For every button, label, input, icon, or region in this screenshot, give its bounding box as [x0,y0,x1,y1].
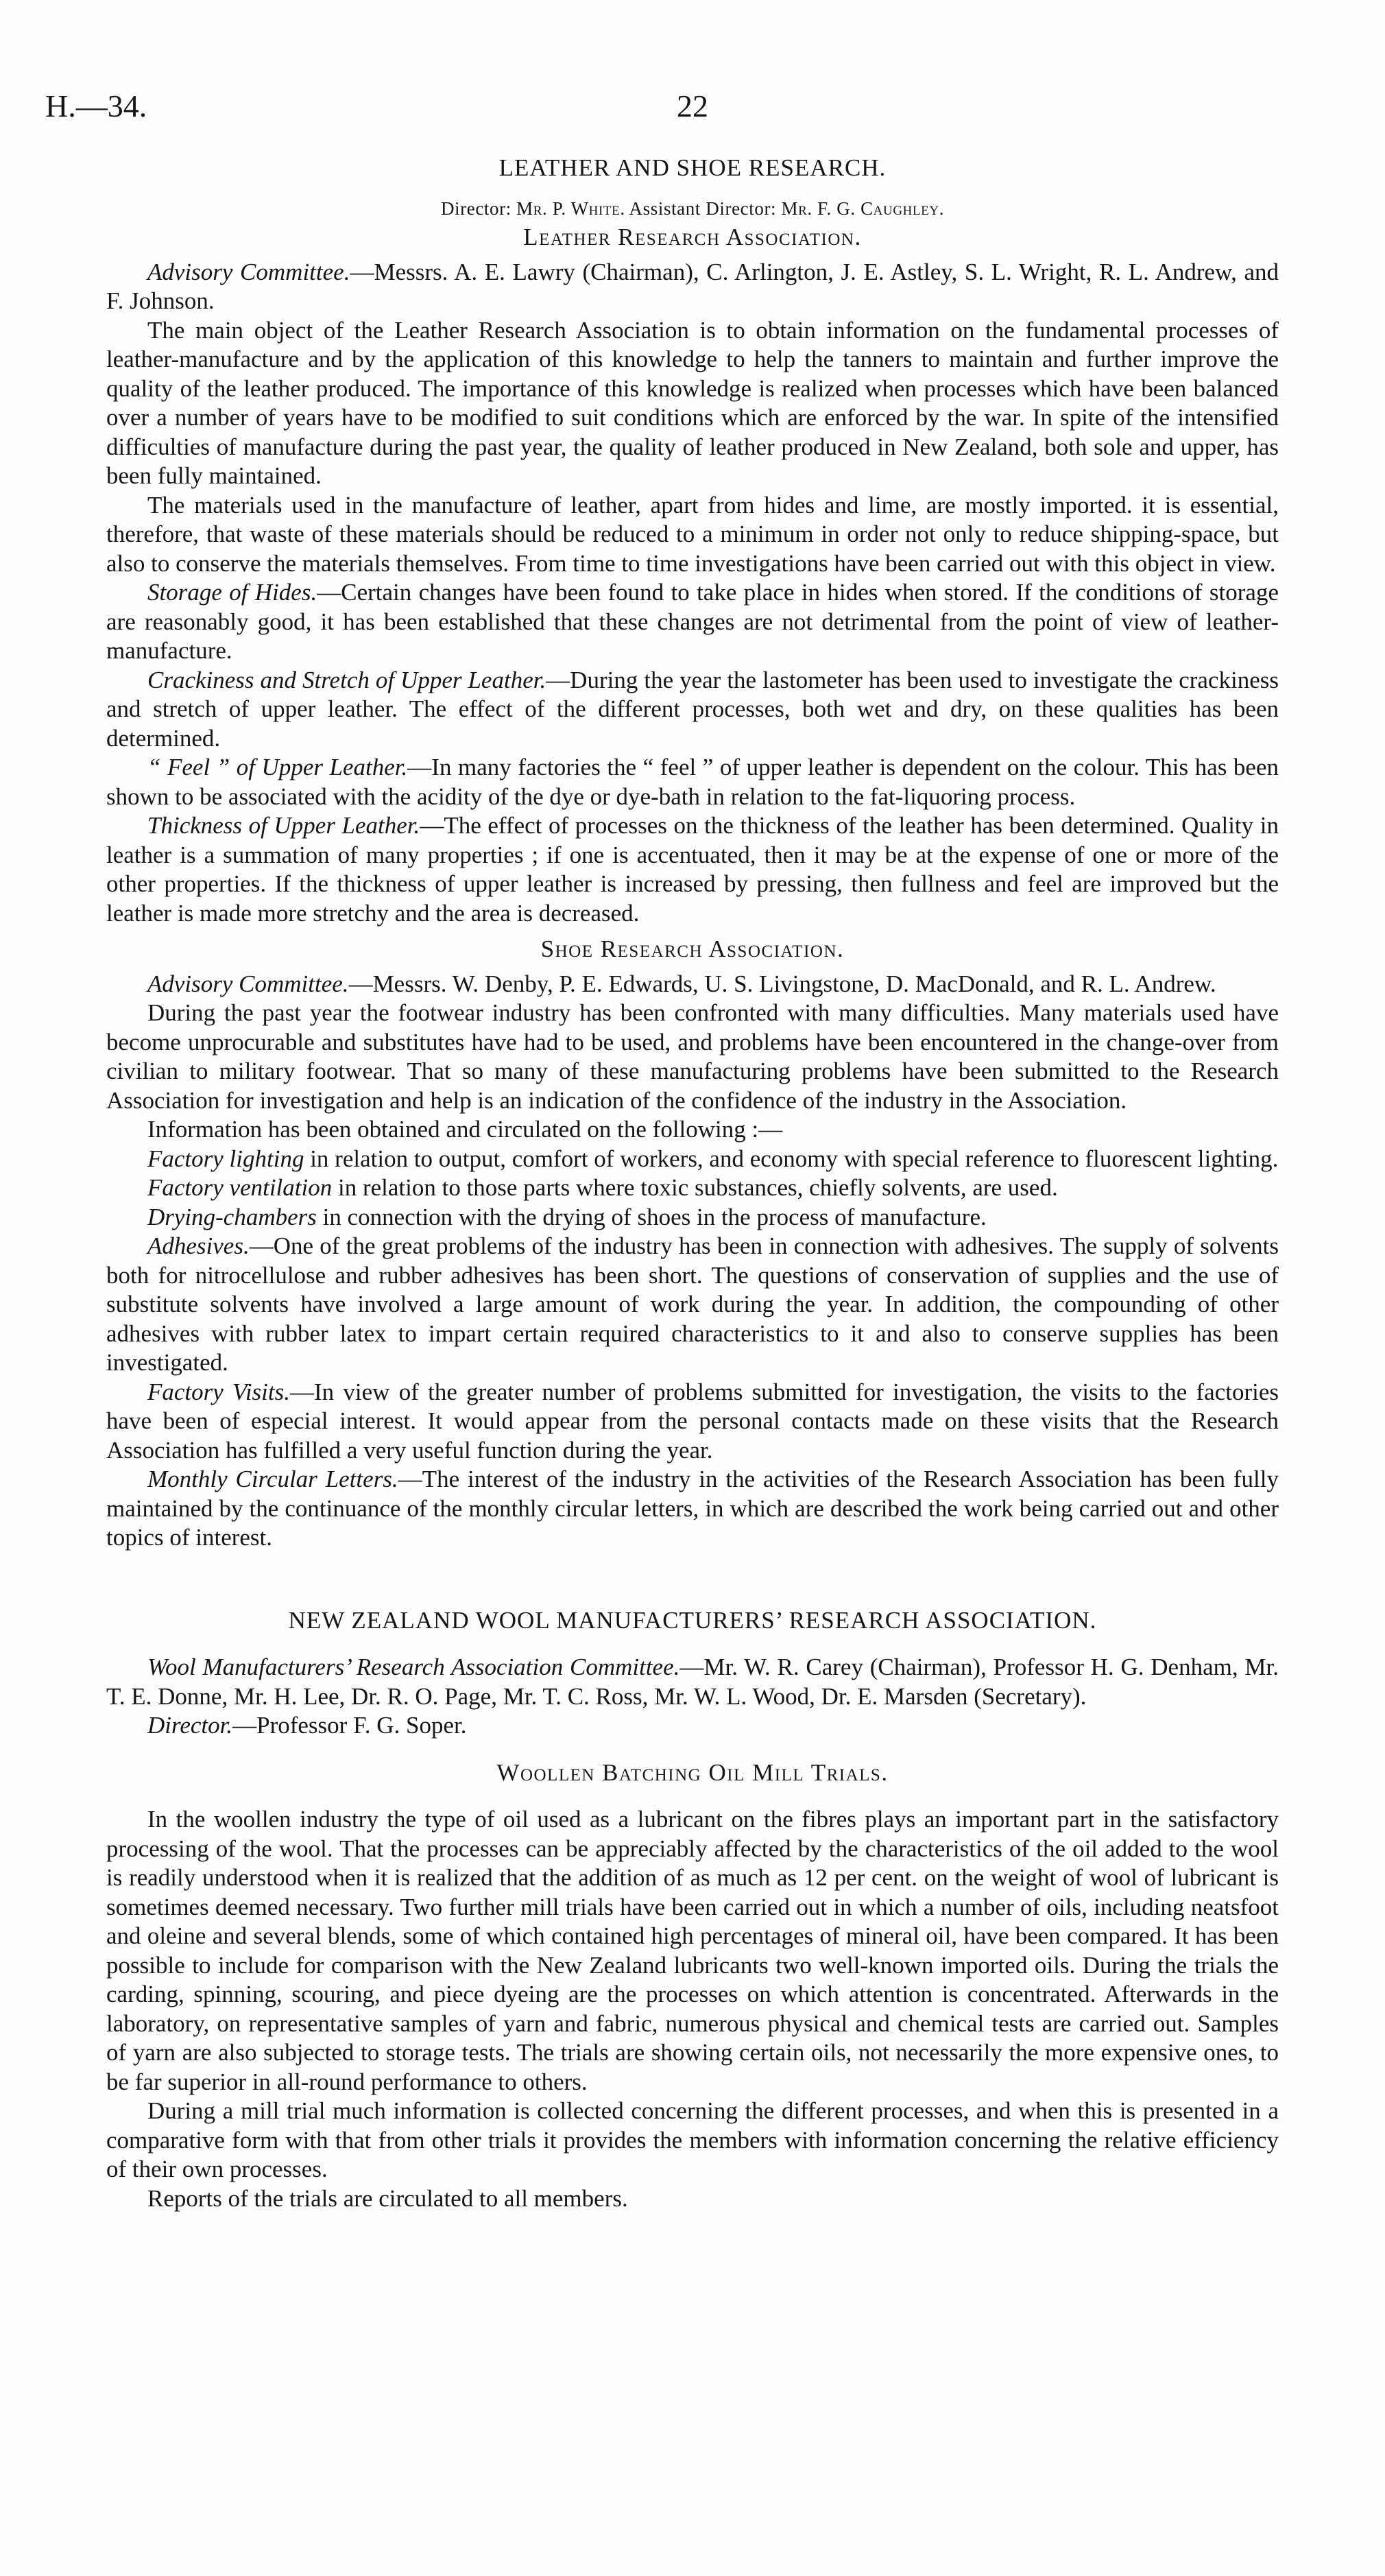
monthly-letters-lead: Monthly Circular Letters. [147,1466,398,1492]
factory-ventilation-paragraph [106,1173,1279,1203]
factory-visits-text: —In view of the greater number of problems submitted for investigation, the visits to the factories have been of especial interest. It would appear from the personal contacts made on these visits that the Research Association has fulfilled a very useful function during the year. [106,1378,1279,1464]
crackiness-text: —During the year the lastometer has been used to investigate the crackiness and stretch of upper leather. The effect of the different processes, both wet and dry, on these qualities has been determined. [106,666,1279,752]
page-number: 22 [677,88,708,123]
director-label: Director: [440,198,511,219]
wool-director-lead: Director. [147,1712,233,1739]
crackiness-paragraph [106,666,1279,754]
factory-ventilation-lead: Factory ventilation [147,1174,333,1201]
factory-lighting-paragraph [106,1145,1279,1174]
shoe-advisory-paragraph [106,970,1279,999]
factory-ventilation-text: in relation to those parts where toxic substances, chiefly solvents, are used. [332,1174,1058,1201]
drying-chambers-paragraph [106,1203,1279,1232]
subheading-shoe-association: Shoe Research Association. [540,935,845,962]
wool-director-paragraph [106,1711,1279,1741]
storage-of-hides-paragraph [106,578,1279,666]
drying-chambers-lead: Drying-chambers [147,1203,317,1230]
feel-lead: “ Feel ” of Upper Leather. [147,754,408,780]
assistant-director-name: Mr. F. G. Caughley. [781,198,945,219]
monthly-letters-text: —The interest of the industry in the activities of the Research Association has been fully maintained by the continuance of the monthly circular letters, in which are described the work being carried out and other topics of interest. [106,1466,1279,1551]
thickness-text: —The effect of processes on the thickness of the leather has been determined. Quality in leather is a summation of many properties ; if one is accentuated, then it may be at the expense of one or more of the other properties. If the thickness of upper leather is increased by pressing, then fullness and feel are improved but the leather is made more stretchy and the area is decreased. [106,812,1279,927]
section-title-leather-shoe: LEATHER AND SHOE RESEARCH. [498,154,887,181]
wool-director-text: —Professor F. G. Soper. [232,1712,467,1739]
wool-paragraph-2: During a mill trial much information is collected concerning the different processes, and when this is presented in a comparative form with that from other trials it provides the members with information concerning the relative efficiency of their own processes. [106,2097,1279,2182]
adhesives-lead: Adhesives. [147,1232,250,1259]
wool-paragraph-1: In the woollen industry the type of oil used as a lubricant on the fibres plays an important part in the satisfactory processing of the wool. That the processes can be appreciably affected by the characteristics of the oil added to the wool is readily understood when it is realized that the addition of as much as 12 per cent. on the weight of wool of lubricant is sometimes deemed necessary. Two further mill trials have been carried out in which a number of oils, including neatsfoot and oleine and several blends, some of which contained high percentages of mineral oil, have been compared. It has been possible to include for comparison with the New Zealand lubricants two well-known imported oils. During the trials the carding, spinning, scouring, and piece dyeing are the processes on which attention is concentrated. Afterwards in the laboratory, on representative samples of yarn and fabric, numerous physical and chemical tests are carried out. Samples of yarn are also subjected to storage tests. The trials are showing certain oils, not necessarily the more expensive ones, to be far superior in all-round performance to others. [106,1806,1279,2095]
adhesives-text: —One of the great problems of the industry has been in connection with adhesives. The supply of solvents both for nitrocellulose and rubber adhesives has been short. The questions of conservation of supplies and the use of substitute solvents have involved a large amount of work during the year. In addition, the compounding of other adhesives with rubber latex to impart certain required characteristics to it and also to conserve supplies has been investigated. [106,1232,1279,1376]
shoe-advisory-lead: Advisory Committee. [147,970,349,997]
storage-of-hides-text: —Certain changes have been found to take place in hides when stored. If the conditions of storage are reasonably good, it has been established that these changes are not detrimental from the point of view of leather-manufacture. [106,579,1279,664]
leather-advisory-text: —Messrs. A. E. Lawry (Chairman), C. Arlington, J. E. Astley, S. L. Wright, R. L. Andrew, and F. Johnson. [106,258,1279,314]
feel-paragraph [106,753,1279,811]
monthly-letters-paragraph [106,1465,1279,1553]
shoe-paragraph-2: Information has been obtained and circulated on the following :— [147,1116,783,1143]
subheading-leather-association: Leather Research Association. [523,224,862,250]
leather-advisory-paragraph [106,258,1279,316]
assistant-director-label: Assistant Director: [629,198,777,219]
thickness-lead: Thickness of Upper Leather. [147,812,420,839]
wool-committee-paragraph [106,1653,1279,1711]
document-reference: H.—34. [45,88,147,123]
feel-text: —In many factories the “ feel ” of upper leather is dependent on the colour. This has been shown to be associated with the acidity of the dye or dye-bath in relation to the fat-liquoring process. [106,754,1279,810]
page-header [0,88,1385,129]
shoe-paragraph-1: During the past year the footwear industry has been confronted with many difficulties. Many materials used have become unprocurable and substitutes have had to be used, and problems have been encountered in the change-over from civilian to military footwear. That so many of these manufacturing problems have been submitted to the Research Association for investigation and help is an indication of the confidence of the industry in the Association. [106,999,1279,1114]
adhesives-paragraph [106,1232,1279,1378]
page-body [106,154,1279,2213]
wool-committee-lead: Wool Manufacturers’ Research Association Committee. [147,1654,680,1680]
shoe-advisory-text: —Messrs. W. Denby, P. E. Edwards, U. S. Livingstone, D. MacDonald, and R. L. Andrew. [348,970,1216,997]
director-name: Mr. P. White. [516,198,625,219]
factory-visits-lead: Factory Visits. [147,1378,290,1405]
storage-of-hides-lead: Storage of Hides. [147,579,317,606]
wool-paragraph-3: Reports of the trials are circulated to all members. [147,2184,628,2212]
factory-lighting-lead: Factory lighting [147,1145,304,1172]
leather-advisory-lead: Advisory Committee. [147,258,350,285]
thickness-paragraph [106,811,1279,928]
crackiness-lead: Crackiness and Stretch of Upper Leather. [147,666,546,693]
factory-visits-paragraph [106,1378,1279,1466]
subheading-batching-oil-trials: Woollen Batching Oil Mill Trials. [496,1758,889,1786]
directors-line [106,194,1279,224]
section-title-wool: NEW ZEALAND WOOL MANUFACTURERS’ RESEARCH ASSOCIATION. [288,1606,1097,1634]
drying-chambers-text: in connection with the drying of shoes in the process of manufacture. [316,1203,987,1230]
wool-committee-text: —Mr. W. R. Carey (Chairman), Professor H. G. Denham, Mr. T. E. Donne, Mr. H. Lee, Dr. R. O. Page, Mr. T. C. Ross, Mr. W. L. Wood, Dr. E. Marsden (Secretary). [106,1654,1279,1710]
factory-lighting-text: in relation to output, comfort of workers, and economy with special reference to fluorescent lighting. [304,1145,1279,1172]
leather-paragraph-1: The main object of the Leather Research Association is to obtain information on the fundamental processes of leather-manufacture and by the application of this knowledge to help the tanners to maintain and further improve the quality of the leather produced. The importance of this knowledge is realized when processes which have been balanced over a number of years have to be modified to suit conditions which are enforced by the war. In spite of the intensified difficulties of manufacture during the past year, the quality of leather produced in New Zealand, both sole and upper, has been fully maintained. [106,316,1279,489]
leather-paragraph-2: The materials used in the manufacture of leather, apart from hides and lime, are mostly imported. it is essential, therefore, that waste of these materials should be reduced to a minimum in order not only to reduce shipping-space, but also to conserve the materials themselves. From time to time investigations have been carried out with this object in view. [106,491,1279,577]
